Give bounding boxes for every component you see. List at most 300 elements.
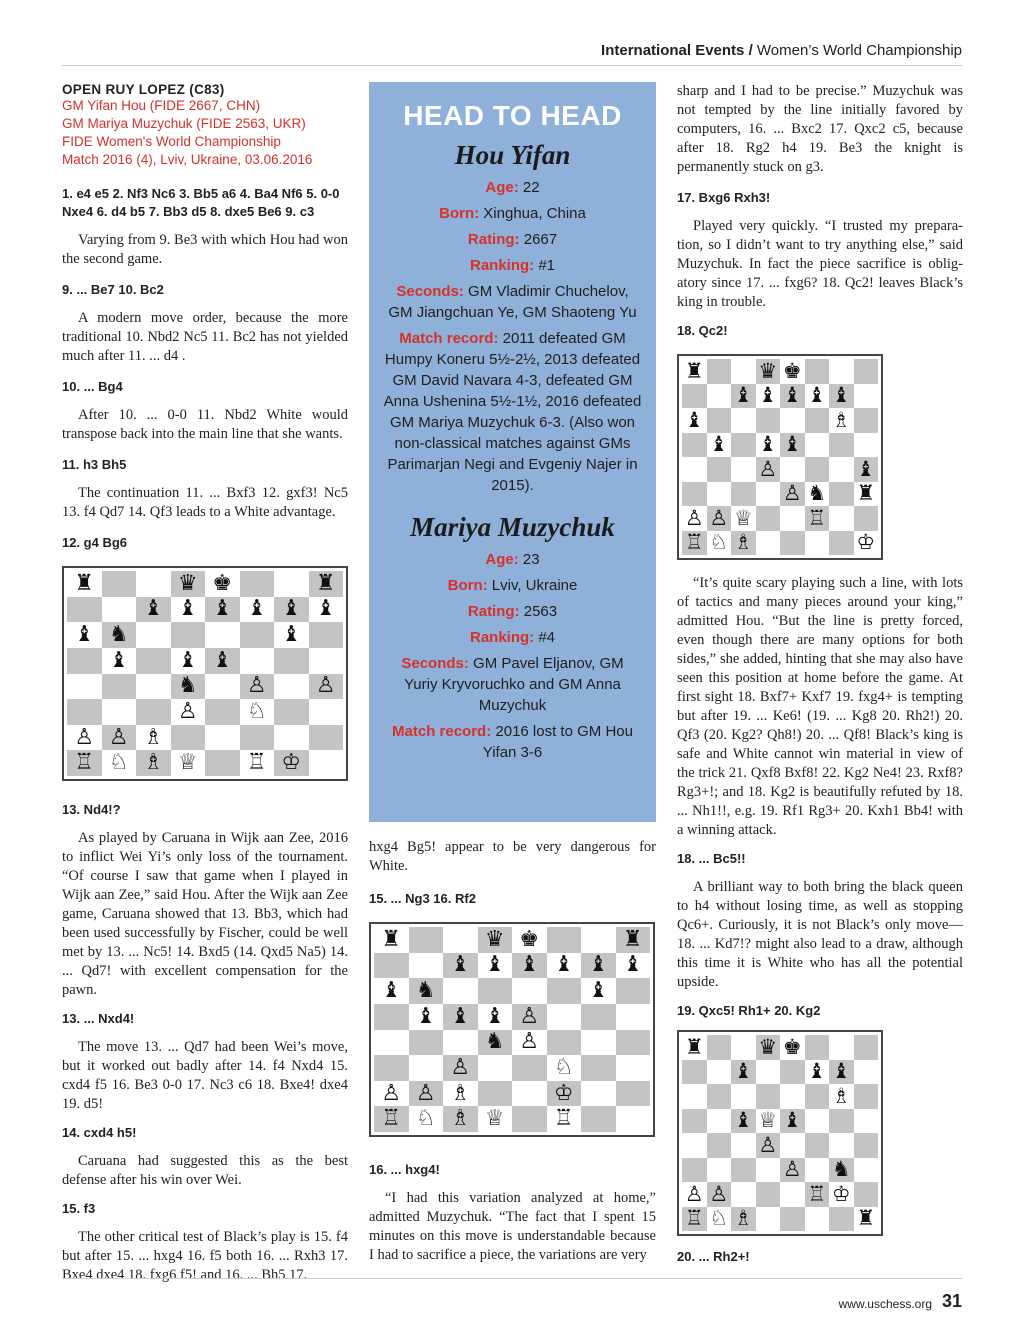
board-square: ♘ <box>415 1106 436 1132</box>
board-square: ♘ <box>553 1054 574 1080</box>
board-square <box>707 482 732 507</box>
board-square: ♚ <box>782 1034 802 1059</box>
board-square <box>309 648 344 674</box>
moves: 16. ... hxg4! <box>369 1162 440 1177</box>
board-square <box>67 674 102 700</box>
board-square <box>309 622 344 648</box>
board-square: ♝ <box>780 1109 805 1134</box>
board-square: ♙ <box>177 698 198 724</box>
board-square <box>682 1133 707 1158</box>
board-square <box>205 750 240 776</box>
board-square: ♙ <box>707 1182 732 1207</box>
board-square: ♞ <box>102 622 137 648</box>
board-square <box>756 1158 781 1183</box>
game-title: OPEN RUY LOPEZ (C83) <box>62 82 225 97</box>
board-square <box>731 433 756 458</box>
board-square <box>581 927 616 953</box>
moves: 18. ... Bc5!! <box>677 851 746 866</box>
annotation: hxg4 Bg5! appear to be very dangerous for White. <box>369 839 656 874</box>
annotation: A modern move order, because the more traditional 10. Nbd2 Nc5 11. Bc2 has not yielded much after 11. ... d4 . <box>62 310 348 364</box>
board-square: ♞ <box>807 481 827 506</box>
board-square: ♖ <box>682 531 707 556</box>
board-square: ♙ <box>519 1029 540 1055</box>
player-2-rating: Rating: 2563 <box>467 603 558 620</box>
board-square: ♙ <box>780 1158 805 1183</box>
annotation: Played very quickly. “I trusted my preparation, so I didn’t want to try anything else,” said Muzychuk. In fact the piece sacrifice is obligatory since 17. ... fxg6? 18. Qc2! leaves Black’s king in trouble. <box>677 218 963 310</box>
board-square: ♖ <box>374 1106 409 1132</box>
board-square: ♝ <box>780 384 805 409</box>
board-square <box>581 1004 616 1030</box>
player-1-ranking: Ranking: #1 <box>469 257 556 274</box>
board-square <box>707 1158 732 1183</box>
board-square: ♛ <box>756 359 781 384</box>
game-event: FIDE Women's World Championship <box>62 134 281 149</box>
board-square: ♝ <box>731 1109 756 1134</box>
board-square <box>756 531 781 556</box>
board-square <box>805 1109 830 1134</box>
board-square: ♝ <box>731 1060 756 1085</box>
annotation: The move 13. ... Qd7 had been Wei’s move, but it worked out badly after 14. f4 Nxd4 15. cxd4 f5 16. Be3 0-0 17. Nc3 c6 18. Bxe4! dxe4 19. d5! <box>62 1039 348 1112</box>
board-square <box>616 1081 651 1107</box>
board-square <box>805 1084 830 1109</box>
board-square: ♖ <box>67 750 102 776</box>
board-square <box>443 1030 478 1056</box>
board-square: ♙ <box>409 1081 444 1107</box>
board-square: ♝ <box>758 432 778 457</box>
board-square: ♘ <box>709 1206 729 1231</box>
board-square: ♙ <box>74 724 95 750</box>
board-square <box>205 725 240 751</box>
board-square <box>854 384 879 409</box>
board-square <box>616 1004 651 1030</box>
board-square <box>829 506 854 531</box>
board-square: ♝ <box>684 407 704 432</box>
board-square: ♗ <box>731 531 756 556</box>
board-square <box>829 457 854 482</box>
board-square: ♝ <box>807 1059 827 1084</box>
moves: 11. h3 Bh5 <box>62 457 127 472</box>
board-square: ♚ <box>782 358 802 383</box>
board-square <box>854 1133 879 1158</box>
board-square <box>274 648 309 674</box>
board-square: ♛ <box>756 1035 781 1060</box>
moves: 15. ... Ng3 16. Rf2 <box>369 891 476 906</box>
board-square <box>805 531 830 556</box>
board-square <box>805 433 830 458</box>
running-header <box>62 42 962 66</box>
board-square: ♗ <box>443 1106 478 1132</box>
board-square <box>854 1060 879 1085</box>
board-square <box>805 1035 830 1060</box>
board-square: ♜ <box>309 571 344 597</box>
board-square <box>829 1109 854 1134</box>
board-square: ♝ <box>553 952 574 978</box>
board-square: ♔ <box>547 1081 582 1107</box>
board-square <box>854 506 879 531</box>
board-square: ♙ <box>443 1055 478 1081</box>
board-square: ♝ <box>829 1060 854 1085</box>
moves: 10. ... Bg4 <box>62 379 123 394</box>
player-1-match-record: Match record: 2011 defeated GM Humpy Koneru 5½-2½, 2013 defeated GM David Navara 4-3, defeated GM Anna Ushenina 5½-1½, 2016 defeated GM Mariya Muzychuk 6-3. (Also won non-classical matches against GMs Parimarjan Negi and Evgeniy Najer in 2015). <box>383 330 642 494</box>
board-square <box>136 699 171 725</box>
board-square: ♜ <box>856 1206 876 1231</box>
player-2-born: Born: Lviv, Ukraine <box>447 577 578 594</box>
game-white: GM Yifan Hou (FIDE 2667, CHN) <box>62 98 261 113</box>
board-square <box>205 699 240 725</box>
board-square: ♗ <box>731 1207 756 1232</box>
board-square <box>240 725 275 751</box>
board-square: ♝ <box>136 597 171 623</box>
board-square <box>478 978 513 1004</box>
board-square <box>512 1081 547 1107</box>
board-square <box>682 1158 707 1183</box>
board-square: ♗ <box>143 724 164 750</box>
board-square <box>780 1182 805 1207</box>
board-square: ♙ <box>309 674 344 700</box>
chess-diagram-3 <box>677 354 883 560</box>
column-3 <box>677 82 963 1266</box>
board-square <box>240 648 275 674</box>
chess-diagram-2 <box>369 922 655 1137</box>
board-square: ♙ <box>684 505 704 530</box>
board-square <box>136 571 171 597</box>
board-square <box>854 1109 879 1134</box>
board-square <box>829 1133 854 1158</box>
board-square: ♙ <box>684 1181 704 1206</box>
annotation: sharp and I had to be precise.” Muzychuk was not tempted by the line initially favored by computers, 16. ... Bxc2 17. Qxc2 c5, because after 18. Rg2 h4 19. Be3 the knight is permanently stuck on g3. <box>677 83 963 175</box>
moves: 13. Nd4!? <box>62 802 121 817</box>
board-square <box>731 1035 756 1060</box>
board-square: ♖ <box>246 750 267 776</box>
board-square: ♕ <box>484 1106 505 1132</box>
board-square <box>854 433 879 458</box>
board-square <box>512 1055 547 1081</box>
moves: 15. f3 <box>62 1201 96 1216</box>
board-square: ♝ <box>731 384 756 409</box>
board-square <box>707 457 732 482</box>
board-square <box>682 384 707 409</box>
column-1 <box>62 82 348 1285</box>
board-square: ♝ <box>443 1004 478 1030</box>
board-square: ♖ <box>805 1182 830 1207</box>
board-square <box>616 1030 651 1056</box>
board-square: ♝ <box>807 383 827 408</box>
board-square: ♙ <box>756 457 781 482</box>
footer-url: www.uschess.org <box>838 1297 932 1311</box>
board-square <box>780 457 805 482</box>
board-square: ♝ <box>205 597 240 623</box>
board-square <box>682 482 707 507</box>
board-square <box>756 506 781 531</box>
board-square <box>547 927 582 953</box>
board-square: ♛ <box>478 927 513 953</box>
player-2-ranking: Ranking: #4 <box>469 629 556 646</box>
board-square: ♜ <box>684 1034 704 1059</box>
board-square: ♜ <box>381 926 402 952</box>
board-square <box>205 674 240 700</box>
board-square <box>707 1035 732 1060</box>
head-to-head-title: HEAD TO HEAD <box>403 100 622 131</box>
board-square <box>581 1081 616 1107</box>
board-square <box>102 699 137 725</box>
board-square: ♝ <box>415 1003 436 1029</box>
board-square: ♝ <box>246 596 267 622</box>
board-square <box>409 1055 444 1081</box>
moves: 18. Qc2! <box>677 323 728 338</box>
board-square <box>829 531 854 556</box>
board-square <box>780 1060 805 1085</box>
board-square <box>682 1084 707 1109</box>
board-square <box>805 457 830 482</box>
board-square <box>616 1055 651 1081</box>
board-square <box>136 622 171 648</box>
board-square <box>854 1035 879 1060</box>
board-square <box>731 1182 756 1207</box>
board-square: ♞ <box>829 1158 854 1183</box>
board-square: ♙ <box>780 482 805 507</box>
board-square: ♝ <box>581 953 616 979</box>
annotation: The continuation 11. ... Bxf3 12. gxf3! Nc5 13. f4 Qd7 14. Qf3 leads to a White advantage. <box>62 485 348 520</box>
board-square: ♞ <box>171 674 206 700</box>
page-footer <box>62 1278 962 1311</box>
player-1-age: Age: 22 <box>485 179 540 196</box>
board-square <box>854 408 879 433</box>
board-square <box>731 359 756 384</box>
board-square <box>854 1182 879 1207</box>
board-square <box>67 699 102 725</box>
board-square <box>409 1030 444 1056</box>
board-square: ♜ <box>74 570 95 596</box>
player-1-name: Hou Yifan <box>454 140 571 170</box>
board-square: ♝ <box>381 978 402 1004</box>
board-square: ♝ <box>443 953 478 979</box>
board-square: ♝ <box>512 953 547 979</box>
player-1-born: Born: Xinghua, China <box>439 205 586 222</box>
head-to-head-box <box>369 82 656 822</box>
board-square <box>443 927 478 953</box>
board-square <box>731 408 756 433</box>
board-square <box>581 1030 616 1056</box>
board-square <box>780 1084 805 1109</box>
board-square: ♘ <box>246 698 267 724</box>
moves: 9. ... Be7 10. Bc2 <box>62 282 164 297</box>
annotation: Varying from 9. Be3 with which Hou had won the second game. <box>62 232 348 267</box>
board-square <box>707 1133 732 1158</box>
board-square <box>805 1158 830 1183</box>
board-square <box>682 457 707 482</box>
board-square <box>136 674 171 700</box>
board-square <box>805 359 830 384</box>
board-square <box>171 725 206 751</box>
board-square: ♝ <box>108 647 129 673</box>
board-square: ♝ <box>758 383 778 408</box>
board-square: ♗ <box>450 1080 471 1106</box>
board-square: ♝ <box>484 952 505 978</box>
board-square <box>756 1060 781 1085</box>
board-square: ♝ <box>709 432 729 457</box>
board-square <box>805 1133 830 1158</box>
board-square: ♖ <box>682 1207 707 1232</box>
board-square <box>581 1106 616 1132</box>
board-square: ♝ <box>177 596 198 622</box>
board-square: ♗ <box>831 1083 851 1108</box>
board-square: ♝ <box>829 384 854 409</box>
board-square: ♝ <box>854 457 879 482</box>
board-square <box>707 384 732 409</box>
board-square: ♖ <box>553 1106 574 1132</box>
board-square <box>274 571 309 597</box>
board-square: ♙ <box>102 725 137 751</box>
header-subsection: Women’s World Championship <box>752 42 962 59</box>
board-square <box>205 622 240 648</box>
annotation: “I had this variation analyzed at home,” admitted Muzychuk. “The fact that I spent 15 minutes on this move is understandable because I had to sacrifice a piece, the variations are very <box>369 1190 656 1263</box>
board-square: ♛ <box>171 571 206 597</box>
board-square: ♔ <box>274 750 309 776</box>
board-square <box>731 482 756 507</box>
moves: 19. Qxc5! Rh1+ 20. Kg2 <box>677 1003 821 1018</box>
board-square: ♝ <box>274 597 309 623</box>
board-square <box>616 978 651 1004</box>
board-square <box>756 408 781 433</box>
board-square <box>478 1055 513 1081</box>
player-2-name: Mariya Muzychuk <box>410 512 615 542</box>
board-square <box>240 622 275 648</box>
board-square <box>374 1030 409 1056</box>
board-square <box>805 1207 830 1232</box>
board-square <box>780 506 805 531</box>
chess-diagram-1 <box>62 566 348 781</box>
board-square <box>829 482 854 507</box>
board-square: ♘ <box>108 750 129 776</box>
board-square <box>309 699 344 725</box>
board-square <box>756 482 781 507</box>
game-black: GM Mariya Muzychuk (FIDE 2563, UKR) <box>62 116 306 131</box>
board-square <box>136 648 171 674</box>
board-square <box>240 571 275 597</box>
board-square: ♜ <box>856 481 876 506</box>
board-square <box>512 978 547 1004</box>
board-square <box>102 674 137 700</box>
board-square <box>581 1055 616 1081</box>
moves: 12. g4 Bg6 <box>62 535 128 550</box>
board-square <box>102 571 137 597</box>
board-square: ♞ <box>409 978 444 1004</box>
player-2-match-record: Match record: 2016 lost to GM Hou Yifan 3-6 <box>392 723 633 761</box>
board-square: ♙ <box>756 1133 781 1158</box>
moves: 14. cxd4 h5! <box>62 1125 137 1140</box>
moves: 13. ... Nxd4! <box>62 1011 135 1026</box>
game-match: Match 2016 (4), Lviv, Ukraine, 03.06.2016 <box>62 152 313 167</box>
board-square: ♔ <box>831 1181 851 1206</box>
board-square <box>512 1106 547 1132</box>
moves: 20. ... Rh2+! <box>677 1249 750 1264</box>
board-square <box>547 1004 582 1030</box>
board-square <box>682 1109 707 1134</box>
board-square <box>731 1133 756 1158</box>
board-square: ♕ <box>758 1108 778 1133</box>
column-2 <box>369 838 656 1265</box>
board-square: ♖ <box>805 506 830 531</box>
annotation: A brilliant way to both bring the black queen to h4 without losing time, as well as stopping Qc6+. Curiously, it is not Black’s only move—18. ... Kd7!? might also lead to a draw, although this time it is White who has all the potential upside. <box>677 879 963 990</box>
board-square <box>805 408 830 433</box>
board-square <box>374 953 409 979</box>
board-square <box>274 699 309 725</box>
board-square <box>274 725 309 751</box>
board-square <box>682 1060 707 1085</box>
board-square <box>67 648 102 674</box>
board-square: ♝ <box>74 622 95 648</box>
board-square: ♝ <box>622 952 643 978</box>
board-square: ♝ <box>484 1003 505 1029</box>
board-square: ♕ <box>733 505 753 530</box>
board-square <box>780 531 805 556</box>
board-square <box>102 597 137 623</box>
board-square <box>780 408 805 433</box>
board-square <box>829 1035 854 1060</box>
board-square <box>731 1084 756 1109</box>
player-2-age: Age: 23 <box>485 551 540 568</box>
player-1-rating: Rating: 2667 <box>467 231 558 248</box>
board-square <box>854 1084 879 1109</box>
board-square: ♙ <box>240 674 275 700</box>
board-square: ♞ <box>478 1030 513 1056</box>
board-square <box>309 750 344 776</box>
annotation: The other critical test of Black’s play is 15. f4 but after 15. ... hxg4 16. f5 both 16. ... Rxh3 17. Bxe4 dxe4 18. fxg6 f5! and 16. ... Bh5 17. <box>62 1229 348 1283</box>
board-square: ♝ <box>281 622 302 648</box>
board-square <box>854 359 879 384</box>
board-square <box>374 1055 409 1081</box>
moves: 17. Bxg6 Rxh3! <box>677 190 771 205</box>
board-square: ♔ <box>856 530 876 555</box>
board-square <box>780 1207 805 1232</box>
board-square <box>67 597 102 623</box>
board-square <box>547 978 582 1004</box>
moves: 1. e4 e5 2. Nf3 Nc6 3. Bb5 a6 4. Ba4 Nf6 5. 0-0 Nxe4 6. d4 b5 7. Bb3 d5 8. dxe5 Be6 9. c3 <box>62 186 340 219</box>
board-square: ♗ <box>136 750 171 776</box>
board-square <box>829 433 854 458</box>
board-square: ♗ <box>831 407 851 432</box>
board-square <box>731 457 756 482</box>
board-square <box>756 1084 781 1109</box>
board-square: ♝ <box>177 647 198 673</box>
board-square <box>374 1004 409 1030</box>
board-square <box>616 1106 651 1132</box>
board-square: ♕ <box>177 750 198 776</box>
header-section: International Events / <box>601 42 753 59</box>
board-square <box>854 1158 879 1183</box>
board-square <box>443 978 478 1004</box>
board-square <box>707 1060 732 1085</box>
board-square: ♝ <box>315 596 336 622</box>
board-square <box>409 953 444 979</box>
board-square: ♜ <box>684 358 704 383</box>
board-square: ♝ <box>588 978 609 1004</box>
board-square <box>409 927 444 953</box>
board-square <box>756 1207 781 1232</box>
board-square: ♙ <box>381 1080 402 1106</box>
annotation: As played by Caruana in Wijk aan Zee, 2016 to inflict Wei Yi’s only loss of the tournament. “Of course I saw that game when I played in Wijk aan Zee,” said Hou. After the Wijk aan Zee game, Caruana showed that 13. Bb3, which had been used successfully by Fischer, could be well met by 13. ... Nc5! 14. Bxd5 (14. Qxd5 Na5) 14. ... Qd7! with excellent compensation for the pawn. <box>62 830 348 998</box>
board-square <box>731 1158 756 1183</box>
board-square: ♝ <box>780 433 805 458</box>
chess-diagram-4 <box>677 1030 883 1236</box>
board-square: ♝ <box>205 648 240 674</box>
board-square <box>780 1133 805 1158</box>
board-square <box>829 359 854 384</box>
board-square <box>478 1081 513 1107</box>
board-square <box>707 1109 732 1134</box>
board-square <box>547 1030 582 1056</box>
board-square <box>707 1084 732 1109</box>
